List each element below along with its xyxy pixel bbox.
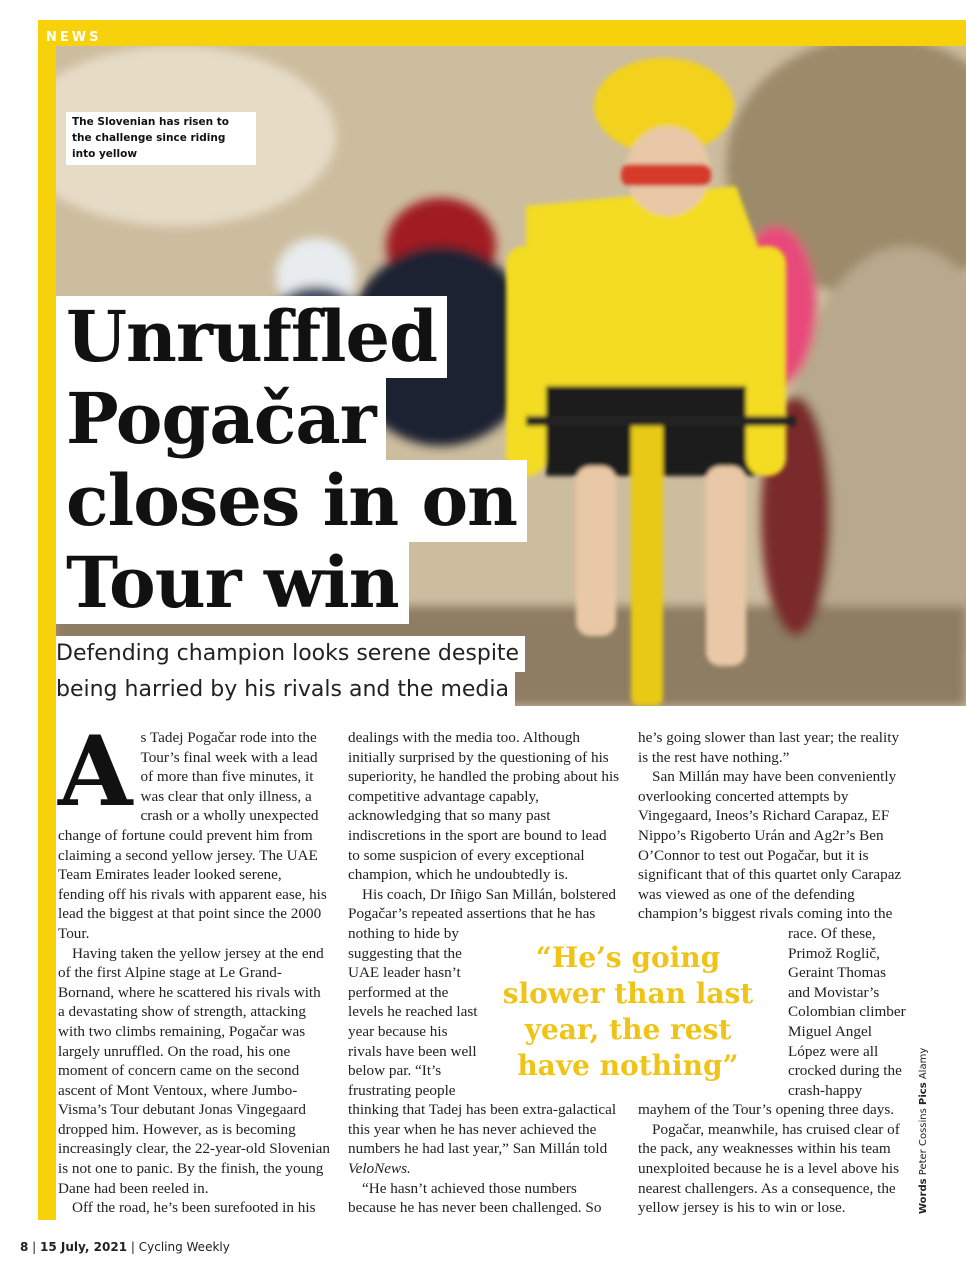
pics-label: Pics bbox=[918, 1082, 929, 1105]
body-column-1 bbox=[58, 715, 330, 1218]
paragraph-wrap: race. Of these, Primož Roglič, Geraint Thomas and Movistar’s Colombian climber Miguel Angel López were all crocked during the crash-happy bbox=[788, 924, 906, 1099]
issue-date: 15 July, 2021 bbox=[40, 1240, 128, 1254]
paragraph: Pogačar, meanwhile, has cruised clear of the pack, any weaknesses within his team unexploited because he is a level above his nearest challengers. As a consequence, the yellow jersey is his to win or lose. bbox=[638, 1120, 900, 1217]
words-label: Words bbox=[918, 1178, 929, 1214]
page-footer: 8 | 15 July, 2021 | Cycling Weekly bbox=[20, 1240, 230, 1254]
publication-name: VeloNews. bbox=[348, 1160, 411, 1178]
paragraph-wrap: nothing to hide by suggesting that the UAE leader hasn’t performed at the levels he reached last year because his rivals have been well below par. “It’s frustrating people bbox=[348, 924, 478, 1099]
paragraph-cont bbox=[348, 1100, 620, 1178]
paragraph bbox=[58, 715, 330, 944]
photo-credit bbox=[918, 1048, 929, 1214]
pics-name: Alamy bbox=[918, 1047, 929, 1080]
magazine-name: Cycling Weekly bbox=[138, 1240, 230, 1254]
paragraph-text: s Tadej Pogačar rode into the Tour’s final week with a lead of more than five minutes, it was clear that only illness, a crash or a wholly unexpected change of fortune could prevent him from claiming a second yellow jersey. The UAE Team Emirates leader looked serene, fending off his rivals with apparent ease, his lead the biggest at that point since the 2000 Tour. bbox=[58, 729, 327, 942]
headline-line-4: Tour win bbox=[56, 542, 409, 624]
paragraph: dealings with the media too. Although initially surprised by the questioning of his superiority, he handled the probing about his competitive advantage capably, acknowledging that so many past indiscretions in the sport are bound to lead to some suspicion of every exceptional champion, which he undoubtedly is. bbox=[348, 729, 620, 884]
headline-line-2: Pogačar bbox=[56, 378, 386, 460]
paragraph: Having taken the yellow jersey at the end of the first Alpine stage at Le Grand-Bornand, where he scattered his rivals with a devastating show of strength, attacking with two climbs remaining, Pogačar was largely unruffled. On the road, his one moment of concern came on the second ascent of Mont Ventoux, where Jumbo-Visma’s Tour debutant Jonas Vingegaard dropped him. However, as is becoming increasingly clear, the 22-year-old Slovenian is not one to panic. By the finish, the young Dane had been reeled in. bbox=[58, 944, 330, 1197]
paragraph: His coach, Dr Iñigo San Millán, bolstered Pogačar’s repeated assertions that he has bbox=[348, 885, 616, 923]
paragraph: San Millán may have been conveniently overlooking concerted attempts by Vingegaard, Ineos’s Richard Carapaz, EF Nippo’s Rigoberto Urán and Ag2r’s Ben O’Connor to test out Pogačar, but it is significant that of this quartet only Carapaz was viewed as one of the defending champion’s biggest rivals coming into the bbox=[638, 768, 902, 923]
standfirst bbox=[56, 636, 525, 708]
yellow-header-bar bbox=[38, 20, 966, 46]
headline-line-3: closes in on bbox=[56, 460, 527, 542]
pull-quote: “He’s going slower than last year, the rest have nothing” bbox=[502, 941, 754, 1082]
paragraph: Off the road, he’s been surefooted in his bbox=[72, 1199, 316, 1217]
standfirst-line-2: being harried by his rivals and the media bbox=[56, 672, 515, 708]
page-number: 8 bbox=[20, 1240, 29, 1254]
yellow-side-bar bbox=[38, 20, 56, 1220]
drop-cap: A bbox=[58, 715, 133, 828]
headline bbox=[56, 296, 527, 624]
words-name: Peter Cossins bbox=[918, 1108, 929, 1176]
paragraph-text: thinking that Tadej has been extra-galactical this year when he has never achieved the numbers he had last year,” San Millán told bbox=[348, 1101, 617, 1158]
headline-line-1: Unruffled bbox=[56, 296, 447, 378]
paragraph-cont: mayhem of the Tour’s opening three days. bbox=[638, 1101, 895, 1119]
paragraph: he’s going slower than last year; the reality is the rest have nothing.” bbox=[638, 729, 900, 766]
body-column-3 bbox=[638, 728, 910, 1218]
standfirst-line-1: Defending champion looks serene despite bbox=[56, 636, 525, 672]
paragraph: “He hasn’t achieved those numbers because he has never been challenged. So bbox=[348, 1179, 602, 1217]
photo-caption: The Slovenian has risen to the challenge since riding into yellow bbox=[66, 112, 256, 165]
section-tag: NEWS bbox=[46, 30, 102, 45]
